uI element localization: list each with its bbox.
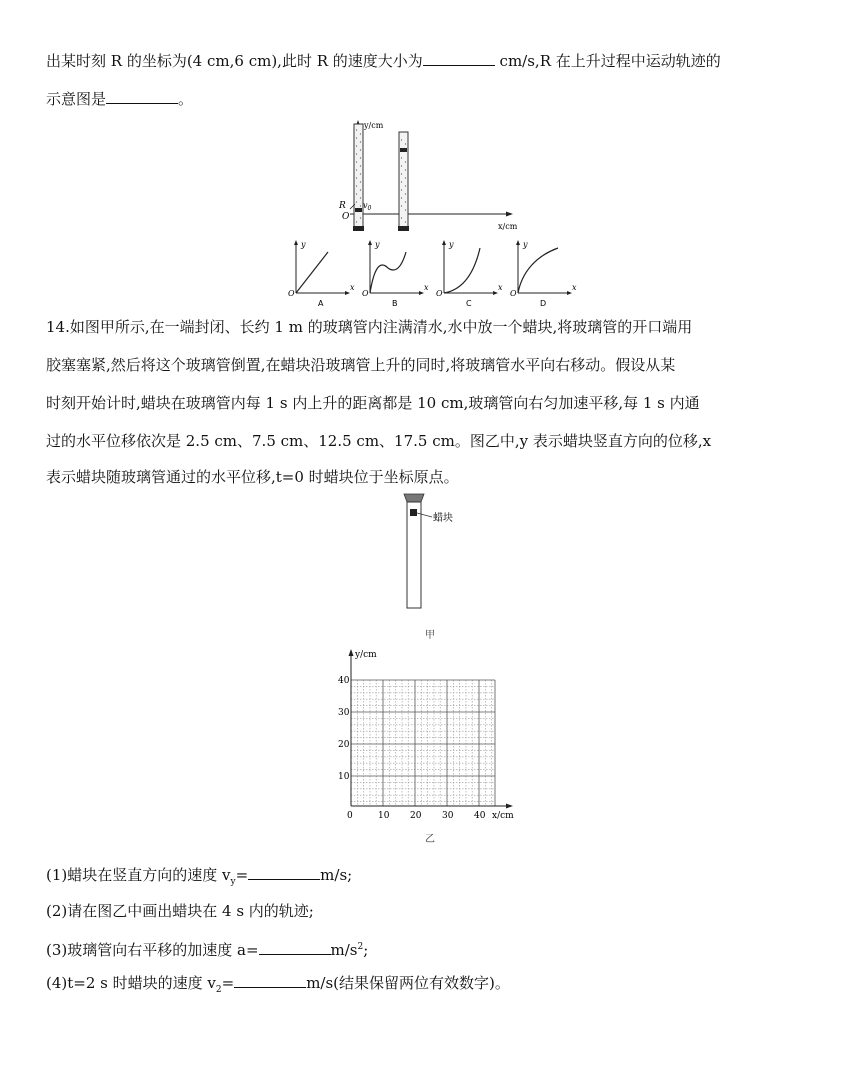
q14-y-axis-arrow <box>349 649 354 656</box>
q13-tube-left <box>353 124 364 231</box>
q13-text-line-1 <box>46 50 721 72</box>
svg-text:x: x <box>572 283 577 292</box>
q14-sub4-answer-blank[interactable] <box>234 973 306 988</box>
q14-x-tick-0: 0 <box>347 811 353 821</box>
q14-figure-yi-caption: 乙 <box>425 834 435 845</box>
q13-label-R: R <box>339 201 346 211</box>
q14-y-tick-20: 20 <box>338 740 350 750</box>
svg-text:y: y <box>523 240 528 249</box>
q13-x-axis-label: x/cm <box>498 222 518 231</box>
q14-x-axis-arrow <box>506 804 513 809</box>
svg-text:x: x <box>498 283 503 292</box>
q14-y-tick-30: 30 <box>338 708 350 718</box>
q14-y-tick-40: 40 <box>338 676 350 686</box>
q14-figure-jia <box>398 492 478 612</box>
q14-y-axis-label: y/cm <box>355 650 377 660</box>
svg-text:y: y <box>375 240 380 249</box>
q14-text-line-5: 表示蜡块随玻璃管通过的水平位移,t=0 时蜡块位于坐标原点。 <box>46 468 459 486</box>
q14-x-tick-20: 20 <box>410 811 422 821</box>
q13-text-line-2 <box>46 88 193 110</box>
q14-sub3: (3)玻璃管向右平移的加速度 $a= m/s^2$; <box>46 941 369 959</box>
q13-option-graphs <box>286 238 578 308</box>
q14-wax-block <box>410 509 417 516</box>
q13-option-D-curve <box>518 248 558 293</box>
q13-option-B-curve <box>370 252 406 293</box>
q13-label-O: O <box>342 212 350 222</box>
q13-option-C <box>436 240 503 308</box>
q13-option-D <box>510 240 577 308</box>
q14-sub2: (2)请在图乙中画出蜡块在 4 s 内的轨迹; <box>46 902 314 920</box>
q13-line2-suffix: 。 <box>178 90 194 108</box>
q13-y-axis-label: y/cm <box>364 121 384 130</box>
q14-sub4: (4)t=2 s 时蜡块的速度 $v_2= m/s$(结果保留两位有效数字)。 <box>46 974 510 995</box>
q13-tube-right <box>398 132 409 231</box>
svg-text:y: y <box>301 240 306 249</box>
svg-text:x: x <box>424 283 429 292</box>
q14-sub3-answer-blank[interactable] <box>259 940 331 955</box>
q14-text-line-3: 时刻开始计时,蜡块在玻璃管内每 1 s 内上升的距离都是 10 cm,玻璃管向右匀加速平移,每 1 s 内通 <box>46 394 700 412</box>
q13-label-v0: $v_0$ <box>363 201 372 212</box>
q13-line2-prefix: 示意图是 <box>46 90 107 108</box>
q13-option-C-curve <box>444 248 480 293</box>
q14-x-tick-30: 30 <box>442 811 454 821</box>
q13-line1-suffix: cm/s,R 在上升过程中运动轨迹的 <box>494 52 721 70</box>
q13-answer-blank-speed[interactable] <box>423 51 495 66</box>
q14-text-line-1: 14.如图甲所示,在一端封闭、长约 1 m 的玻璃管内注满清水,水中放一个蜡块,将玻璃管的开口端用 <box>46 318 693 336</box>
q13-line1-prefix: 出某时刻 R 的坐标为(4 cm,6 cm),此时 R 的速度大小为 <box>46 52 423 70</box>
q14-sub1-answer-blank[interactable] <box>248 865 320 880</box>
q13-red-block-R <box>355 208 362 212</box>
svg-text:y: y <box>449 240 454 249</box>
q13-option-D-label: D <box>540 299 547 308</box>
q14-x-axis-label: x/cm <box>492 811 514 821</box>
q14-minor-grid <box>351 680 495 806</box>
q14-stopper <box>404 494 424 502</box>
q14-text-line-4: 过的水平位移依次是 2.5 cm、7.5 cm、12.5 cm、17.5 cm。图乙中,y 表示蜡块竖直方向的位移,x <box>46 432 712 450</box>
q14-x-tick-40: 40 <box>474 811 486 821</box>
q14-text-line-2: 胶塞塞紧,然后将这个玻璃管倒置,在蜡块沿玻璃管上升的同时,将玻璃管水平向右移动。假设从某 <box>46 356 676 374</box>
q13-option-A-curve <box>296 252 328 293</box>
svg-text:O: O <box>436 289 443 298</box>
q14-y-tick-10: 10 <box>338 772 350 782</box>
svg-text:O: O <box>362 289 369 298</box>
q14-wax-block-label: 蜡块 <box>433 513 453 524</box>
svg-text:O: O <box>288 289 295 298</box>
q13-tube-figure <box>336 118 526 236</box>
q13-option-B <box>362 240 429 308</box>
q13-x-axis-arrow <box>506 212 513 217</box>
q14-x-tick-10: 10 <box>378 811 390 821</box>
q14-sub1: (1)蜡块在竖直方向的速度 $v_y= m/s$; <box>46 866 353 887</box>
q13-answer-blank-trajectory[interactable] <box>106 89 178 104</box>
q14-glass-tube <box>407 502 421 608</box>
svg-text:O: O <box>510 289 517 298</box>
q13-option-A <box>288 240 355 308</box>
q13-option-B-label: B <box>392 299 398 308</box>
svg-text:x: x <box>350 283 355 292</box>
q14-figure-jia-caption: 甲 <box>425 630 435 641</box>
q13-option-A-label: A <box>318 299 324 308</box>
q14-figure-yi-grid[interactable] <box>330 646 530 824</box>
q13-option-C-label: C <box>466 299 472 308</box>
